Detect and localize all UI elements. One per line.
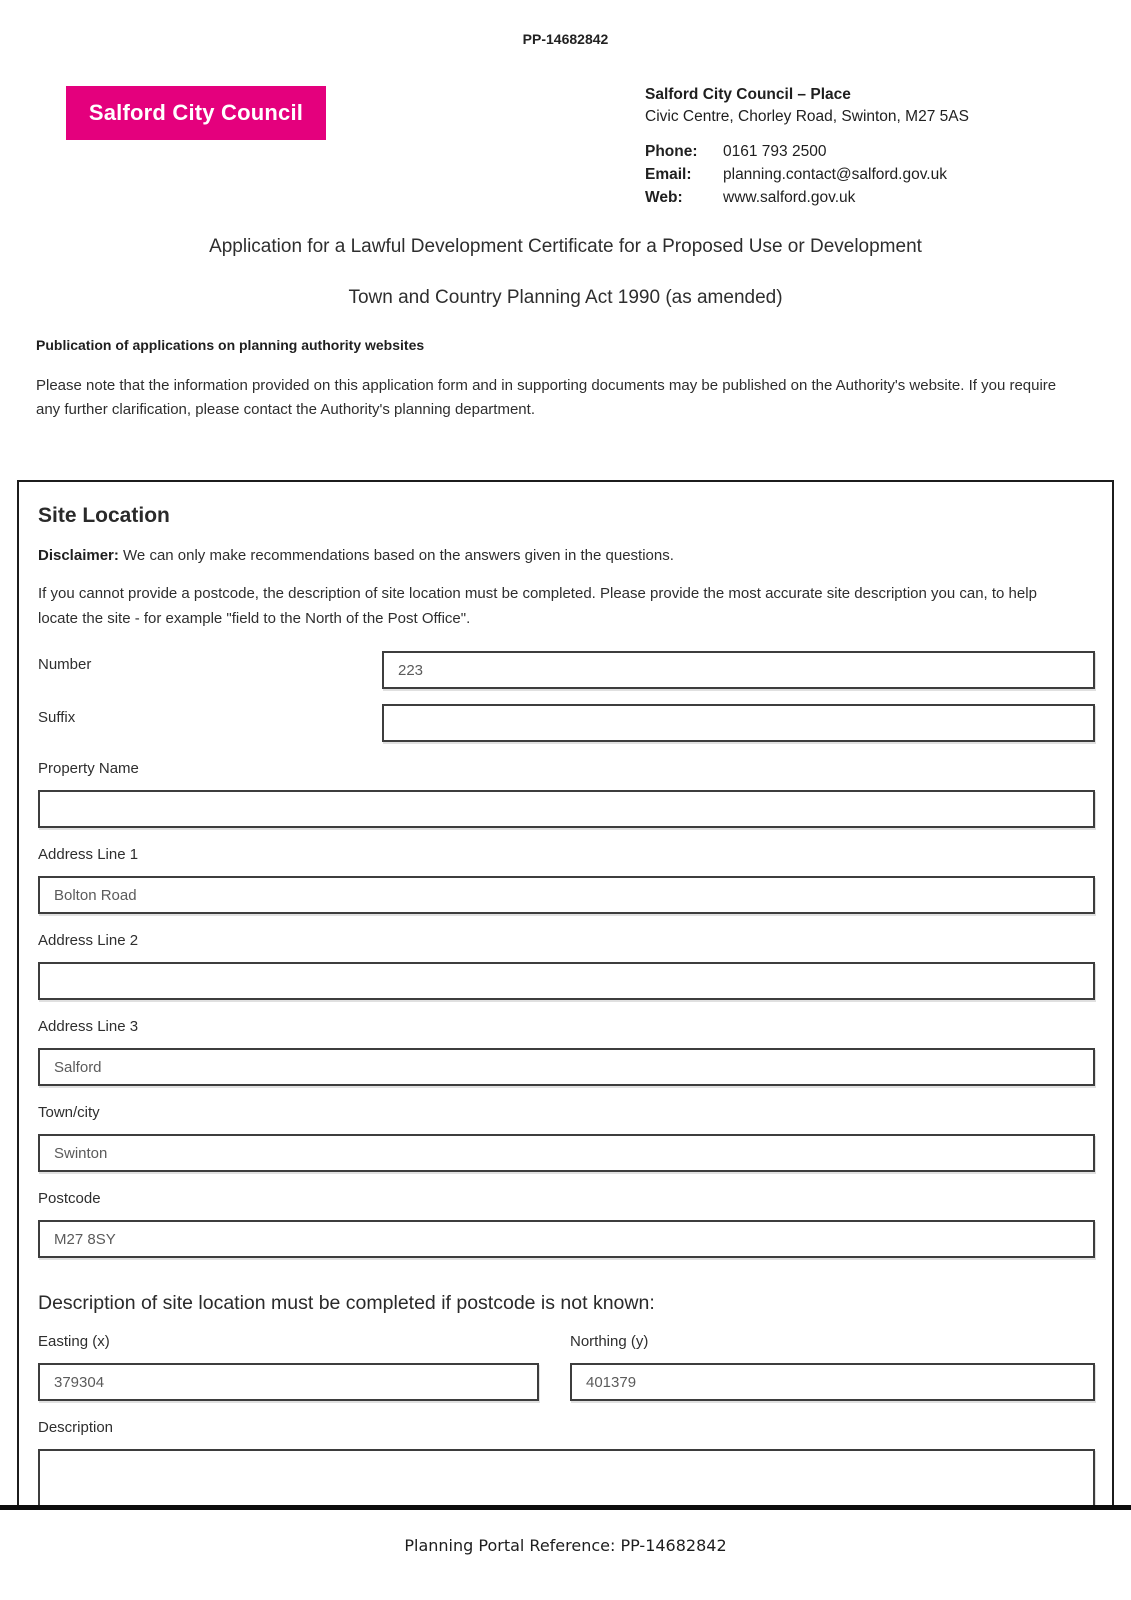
- salford-city-council-logo: [66, 86, 326, 140]
- address-line-1-input[interactable]: Bolton Road: [38, 876, 1095, 914]
- postcode-field: [38, 1190, 1095, 1258]
- northing-field: [570, 1333, 1095, 1401]
- logo-text: Salford City Council: [88, 100, 304, 125]
- document-title: Application for a Lawful Development Certificate for a Proposed Use or Development: [209, 236, 922, 257]
- description-textarea[interactable]: [38, 1449, 1095, 1505]
- disclaimer-label: Disclaimer:: [38, 547, 119, 564]
- web-value: www.salford.gov.uk: [723, 189, 856, 206]
- property-name-input[interactable]: [38, 790, 1095, 828]
- property-name-label: Property Name: [38, 760, 139, 777]
- page-break-divider: [0, 1505, 1131, 1510]
- town-city-input[interactable]: Swinton: [38, 1134, 1095, 1172]
- number-field-input[interactable]: 223: [382, 651, 1095, 689]
- town-city-label: Town/city: [38, 1104, 100, 1121]
- suffix-field-input[interactable]: [382, 704, 1095, 742]
- northing-input[interactable]: 401379: [570, 1363, 1095, 1401]
- coordinates-row: [38, 1333, 1095, 1401]
- suffix-field-label: Suffix: [38, 709, 76, 726]
- council-department-name: Salford City Council – Place: [645, 86, 851, 103]
- council-contact-rows: [645, 141, 969, 209]
- address-line-1-field: [38, 846, 1095, 914]
- postcode-label: Postcode: [38, 1190, 101, 1207]
- address-line-3-label: Address Line 3: [38, 1018, 139, 1035]
- email-value: planning.contact@salford.gov.uk: [723, 166, 947, 183]
- site-location-section: [17, 480, 1114, 1505]
- publication-text: Please note that the information provided on this application form and in supporting documents may be published on the Authority's website. If you require any further clarification, please contact the Authority's planning department.: [36, 377, 1057, 418]
- description-label: Description: [38, 1419, 114, 1436]
- site-location-heading: Site Location: [38, 504, 170, 527]
- northing-label: Northing (y): [570, 1333, 649, 1350]
- planning-portal-reference-top: PP-14682842: [522, 31, 609, 47]
- address-line-2-field: [38, 932, 1095, 1000]
- easting-input[interactable]: 379304: [38, 1363, 539, 1401]
- disclaimer-text: We can only make recommendations based on the answers given in the questions.: [118, 547, 674, 564]
- web-label: Web:: [645, 189, 683, 206]
- number-field-label: Number: [38, 656, 92, 673]
- email-label: Email:: [645, 166, 692, 183]
- site-location-section-clip: [17, 480, 1114, 1505]
- address-line-3-input[interactable]: Salford: [38, 1048, 1095, 1086]
- address-line-2-input[interactable]: [38, 962, 1095, 1000]
- easting-field: [38, 1333, 539, 1401]
- address-line-3-field: [38, 1018, 1095, 1086]
- address-line-1-label: Address Line 1: [38, 846, 139, 863]
- council-address: Civic Centre, Chorley Road, Swinton, M27 5AS: [645, 108, 969, 125]
- number-field-row: [38, 651, 1095, 689]
- document-subtitle: Town and Country Planning Act 1990 (as amended): [348, 287, 783, 308]
- phone-label: Phone:: [645, 143, 698, 160]
- site-description-heading: Description of site location must be completed if postcode is not known:: [38, 1292, 655, 1314]
- site-location-intro-text: If you cannot provide a postcode, the description of site location must be completed. Please provide the most accurate site description you can, to help locate the site - for example "field to the North of the Post Office".: [38, 585, 1037, 627]
- site-location-disclaimer: [38, 547, 1095, 564]
- suffix-field-row: [38, 704, 1095, 742]
- phone-value: 0161 793 2500: [723, 143, 827, 160]
- postcode-input[interactable]: M27 8SY: [38, 1220, 1095, 1258]
- address-line-2-label: Address Line 2: [38, 932, 139, 949]
- publication-heading: Publication of applications on planning authority websites: [36, 337, 425, 353]
- easting-label: Easting (x): [38, 1333, 110, 1350]
- property-name-field: [38, 760, 1095, 828]
- council-contact-block: [645, 84, 969, 209]
- planning-portal-reference-footer: Planning Portal Reference: PP-14682842: [404, 1536, 727, 1555]
- description-field: [38, 1419, 1095, 1505]
- town-city-field: [38, 1104, 1095, 1172]
